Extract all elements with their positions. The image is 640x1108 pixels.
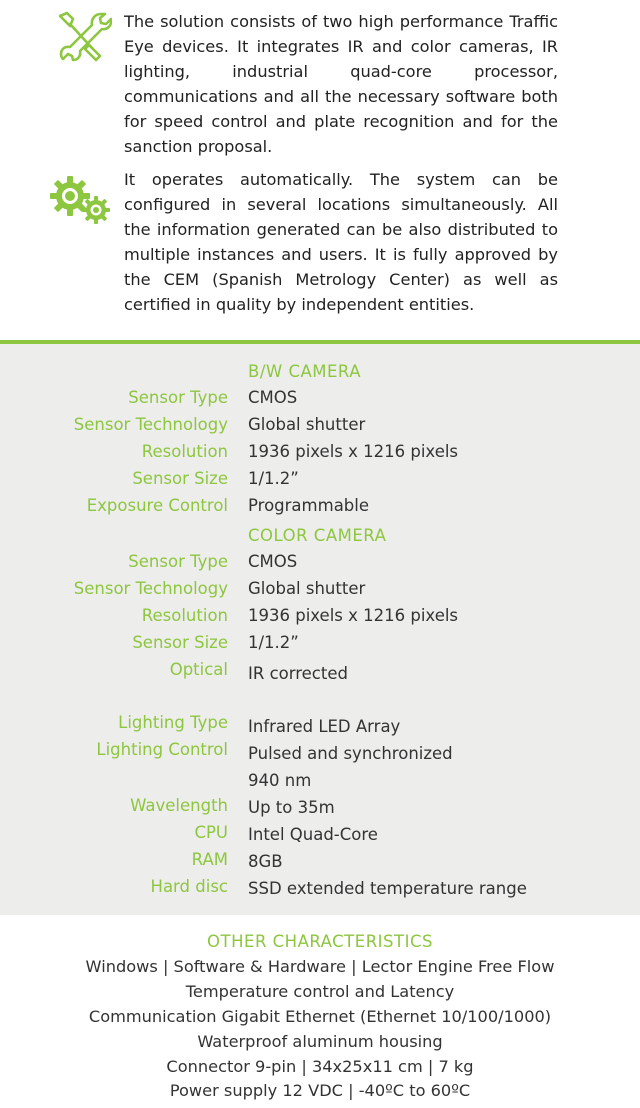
spec-label: Lighting Type [118, 713, 228, 732]
spec-value: CMOS [248, 388, 298, 407]
spec-row [0, 388, 640, 412]
spec-value: Global shutter [248, 579, 366, 598]
specifications-panel [0, 344, 640, 915]
spec-value: Intel Quad-Core [248, 825, 378, 844]
color-camera-title: COLOR CAMERA [248, 526, 387, 545]
characteristic-line: Power supply 12 VDC | -40ºC to 60ºC [169, 1081, 471, 1100]
spec-row [0, 579, 640, 603]
spec-row [0, 552, 640, 576]
spec-value: 1/1.2” [248, 633, 299, 652]
spec-value: CMOS [248, 552, 298, 571]
spec-value: Infrared LED Array [248, 717, 401, 736]
spec-row [0, 606, 640, 630]
spec-value: 1936 pixels x 1216 pixels [248, 442, 459, 461]
spec-value: 940 nm [248, 771, 312, 790]
spec-label: Sensor Type [128, 388, 228, 407]
spec-row [0, 496, 640, 520]
spec-label: Lighting Control [96, 740, 228, 759]
spec-value: Up to 35m [248, 798, 335, 817]
intro-paragraph-1: The solution consists of two high performance Traffic Eye devices. It integrates IR and color cameras, IR lighting, industrial quad-core processor, communications and all the necessary software both for speed control and plate recognition and for the sanction proposal. [124, 12, 558, 156]
spec-row [0, 740, 640, 764]
spec-row [0, 796, 640, 820]
spec-row [0, 877, 640, 901]
spec-value: IR corrected [248, 664, 348, 683]
intro-section [0, 0, 640, 340]
intro-paragraph-2: It operates automatically. The system can be configured in several locations simultaneously. All the information generated can be also distributed to multiple instances and users. It is fully approved by the CEM (Spanish Metrology Center) as well as certified in quality by independent entities. [124, 170, 558, 314]
spec-row [0, 660, 640, 684]
spec-label: Wavelength [130, 796, 228, 815]
spec-row [0, 442, 640, 466]
spec-label: Sensor Size [132, 633, 228, 652]
spec-value: Pulsed and synchronized [248, 744, 453, 763]
spec-row [0, 415, 640, 439]
characteristic-line: Communication Gigabit Ethernet (Ethernet 10/100/1000) [88, 1007, 552, 1026]
spec-label: Resolution [141, 606, 228, 625]
other-characteristics-section [0, 915, 640, 1104]
spec-label: Resolution [141, 442, 228, 461]
other-characteristics-title: OTHER CHARACTERISTICS [207, 932, 433, 951]
spec-row [0, 633, 640, 657]
spec-label: Sensor Technology [73, 415, 228, 434]
characteristic-line: Connector 9-pin | 34x25x11 cm | 7 kg [166, 1057, 474, 1076]
spec-value: Programmable [248, 496, 370, 515]
spec-label: Optical [169, 660, 228, 679]
gears-icon [50, 176, 112, 226]
spec-row [0, 850, 640, 874]
spec-value: 1/1.2” [248, 469, 299, 488]
characteristic-line: Waterproof aluminum housing [197, 1032, 443, 1051]
spec-row [0, 713, 640, 737]
spec-label: Sensor Size [132, 469, 228, 488]
bw-camera-title: B/W CAMERA [248, 362, 361, 381]
spec-value: Global shutter [248, 415, 366, 434]
characteristic-line: Temperature control and Latency [185, 982, 455, 1001]
spec-row [0, 823, 640, 847]
characteristic-line: Windows | Software & Hardware | Lector Engine Free Flow [85, 957, 555, 976]
spec-label: RAM [191, 850, 228, 869]
spec-label: Exposure Control [86, 496, 228, 515]
spec-label: Sensor Technology [73, 579, 228, 598]
spec-label: Sensor Type [128, 552, 228, 571]
spec-label: Hard disc [150, 877, 228, 896]
spec-row [0, 469, 640, 493]
spec-value: SSD extended temperature range [248, 879, 527, 898]
spec-value: 8GB [248, 852, 283, 871]
spec-row [0, 771, 640, 795]
spec-label: CPU [194, 823, 228, 842]
wrench-screwdriver-icon [56, 10, 112, 62]
spec-value: 1936 pixels x 1216 pixels [248, 606, 459, 625]
